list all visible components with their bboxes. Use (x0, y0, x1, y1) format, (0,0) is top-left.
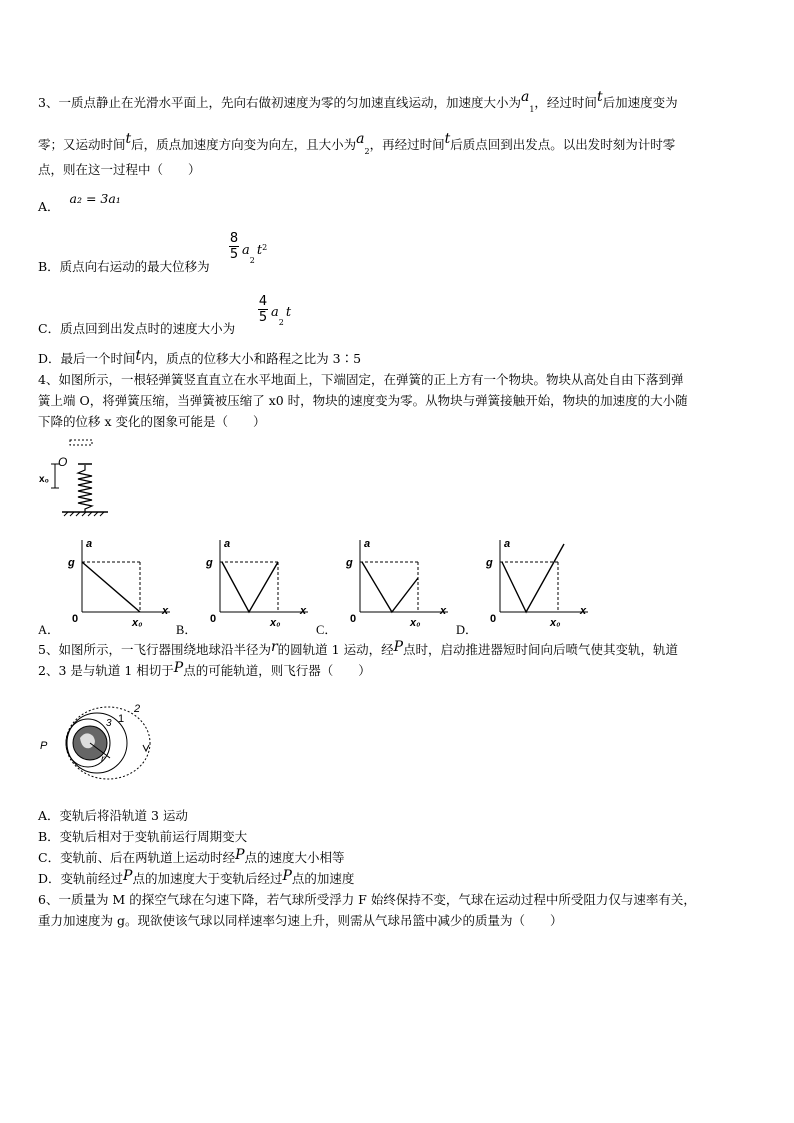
axis-label-x: x (440, 605, 447, 617)
q4-line-1: 4、如图所示，一根轻弹簧竖直直立在水平地面上，下端固定，在弹簧的正上方有一个物块。物块从高处自由下落到弹 (38, 372, 684, 387)
option-d-text: 内，质点的位移大小和路程之比为 3∶5 (141, 351, 362, 366)
block-dashed (70, 440, 92, 445)
label-orbit-2: 2 (134, 703, 141, 715)
graph-option-c (340, 536, 450, 631)
option-b-text: B．质点向右运动的最大位移为 (38, 259, 210, 274)
q3-text: 后质点回到出发点。以出发时刻为计时零 (450, 137, 676, 152)
label-g: g (346, 557, 353, 569)
label-x0: x₀ (550, 617, 561, 629)
axis-label-x: x (580, 605, 587, 617)
q3-option-c-expression (271, 305, 292, 327)
label-r: r (101, 754, 105, 765)
graph-option-d (480, 536, 590, 631)
option-c-text: 点的速度大小相等 (244, 850, 345, 865)
var-a2: a (356, 131, 365, 147)
var-r: r (270, 639, 278, 655)
axis-label-a: a (86, 538, 93, 550)
axis-label-a: a (224, 538, 231, 550)
label-g: g (68, 557, 75, 569)
fraction-numerator: 8 (229, 231, 239, 246)
axis-label-x: x (162, 605, 169, 617)
q5-line-1 (38, 639, 679, 658)
var-p: P (393, 639, 403, 655)
q3-text: 后，质点加速度方向变为向左，且大小为 (131, 137, 357, 152)
q5-text: 点的可能轨道，则飞行器（ ） (183, 663, 371, 678)
axis-label-a: a (364, 538, 371, 550)
q3-line-3: 点，则在这一过程中（ ） (38, 162, 201, 177)
spring-coil (78, 465, 92, 512)
option-c-text: C．质点回到出发点时的速度大小为 (38, 321, 236, 336)
var-a: a (271, 305, 279, 320)
fraction-numerator: 4 (258, 294, 268, 309)
option-d-text: D．变轨前经过 (38, 871, 124, 886)
graph-label: C． (316, 623, 337, 637)
q4-graph-option-c[interactable] (318, 536, 453, 636)
q3-option-a[interactable] (38, 191, 121, 215)
var-p: P (282, 868, 292, 884)
option-c-text: C．变轨前、后在两轨道上运动时经 (38, 850, 236, 865)
q4-graph-option-d[interactable] (458, 536, 593, 636)
q5-option-c[interactable] (38, 847, 345, 866)
q3-text: 零；又运动时间 (38, 137, 126, 152)
var-p: P (173, 660, 184, 676)
q5-text: 2、3 是与轨道 1 相切于 (38, 663, 174, 678)
graph-curve (502, 544, 564, 612)
graph-option-b (200, 536, 310, 631)
var-t: t (444, 131, 451, 147)
graph-curve (362, 562, 418, 612)
graph-label: B． (176, 623, 197, 637)
sub-1: 1 (529, 105, 535, 114)
q5-text: 的圆轨道 1 运动，经 (277, 642, 394, 657)
q3-text: 后加速度变为 (602, 95, 678, 110)
fraction-denominator: 5 (229, 247, 239, 262)
label-x0: x₀ (132, 617, 143, 629)
sub-2: 2 (249, 256, 255, 265)
q3-text: ，再经过时间 (369, 137, 445, 152)
orbit-arrow (143, 745, 149, 751)
label-x0: x₀ (270, 617, 281, 629)
label-o: O (58, 455, 68, 469)
axis-label-a: a (504, 538, 511, 550)
fraction-denominator: 5 (258, 310, 268, 325)
q4-line-3: 下降的位移 x 变化的图象可能是（ ） (38, 414, 266, 429)
q4-line-2: 簧上端 O，将弹簧压缩，当弹簧被压缩了 x0 时，物块的速度变为零。从物块与弹簧接触开始，物块的加速度的大小随 (38, 393, 688, 408)
var-a1: a (520, 89, 530, 105)
graph-option-a (62, 536, 172, 631)
label-g: g (486, 557, 493, 569)
q5-option-d[interactable] (38, 868, 355, 887)
label-x0: x₀ (410, 617, 421, 629)
var-t: t (285, 305, 292, 320)
sub-2: 2 (278, 318, 284, 327)
q3-line-2 (38, 131, 676, 156)
label-origin: 0 (490, 613, 497, 625)
q3-option-b-expression (242, 243, 268, 265)
var-t: t (135, 348, 142, 364)
graph-curve (222, 562, 278, 612)
option-label: A． (38, 199, 60, 214)
q3-option-c-fraction (258, 294, 268, 325)
q3-option-b[interactable] (38, 259, 210, 275)
var-p: P (235, 847, 245, 863)
q3-option-d[interactable] (38, 348, 362, 367)
q5-text: 5、如图所示，一飞行器围绕地球沿半径为 (38, 642, 271, 657)
label-x0: x₀ (39, 474, 50, 485)
spring-diagram (30, 436, 110, 520)
var-p: P (123, 868, 133, 884)
var-t: t (125, 131, 132, 147)
q3-option-b-fraction (229, 231, 239, 262)
label-origin: 0 (72, 613, 79, 625)
q6-line-2: 重力加速度为 g。现欲使该气球以同样速率匀速上升，则需从气球吊篮中减少的质量为（ ） (38, 913, 563, 928)
q3-text: 3、一质点静止在光滑水平面上，先向右做初速度为零的匀加速直线运动，加速度大小为 (38, 95, 521, 110)
q4-graph-option-a[interactable] (40, 536, 175, 636)
graph-label: A． (38, 623, 60, 637)
q5-text: 点时，启动推进器短时间向后喷气使其变轨，轨道 (403, 642, 679, 657)
q4-graph-option-b[interactable] (178, 536, 313, 636)
label-p: P (40, 740, 48, 752)
graph-curve (82, 562, 140, 612)
label-orbit-1: 1 (118, 713, 125, 725)
q5-option-a[interactable]: A．变轨后将沿轨道 3 运动 (38, 808, 188, 823)
option-a-expression: a₂ = 3a₁ (69, 191, 121, 206)
var-t: t (596, 89, 603, 105)
q5-line-2 (38, 660, 371, 679)
var-a: a (242, 243, 250, 258)
sub-2: 2 (364, 147, 370, 156)
sup-2: 2 (262, 243, 268, 252)
axis-label-x: x (300, 605, 307, 617)
orbit-diagram (38, 700, 158, 790)
q3-text: ，经过时间 (534, 95, 597, 110)
label-orbit-3: 3 (106, 718, 112, 729)
q6-line-1: 6、一质量为 M 的探空气球在匀速下降，若气球所受浮力 F 始终保持不变，气球在运动过程中所受阻力仅与速率有关， (38, 892, 696, 907)
q5-option-b[interactable]: B．变轨后相对于变轨前运行周期变大 (38, 829, 248, 844)
var-t: t (256, 243, 263, 258)
option-d-text: 点的加速度大于变轨后经过 (132, 871, 283, 886)
option-d-text: D．最后一个时间 (38, 351, 136, 366)
label-g: g (206, 557, 213, 569)
q3-line-1 (38, 89, 678, 114)
q3-option-c[interactable] (38, 321, 235, 337)
option-d-text: 点的加速度 (291, 871, 355, 886)
graph-label: D． (456, 623, 478, 637)
label-origin: 0 (210, 613, 217, 625)
label-origin: 0 (350, 613, 357, 625)
